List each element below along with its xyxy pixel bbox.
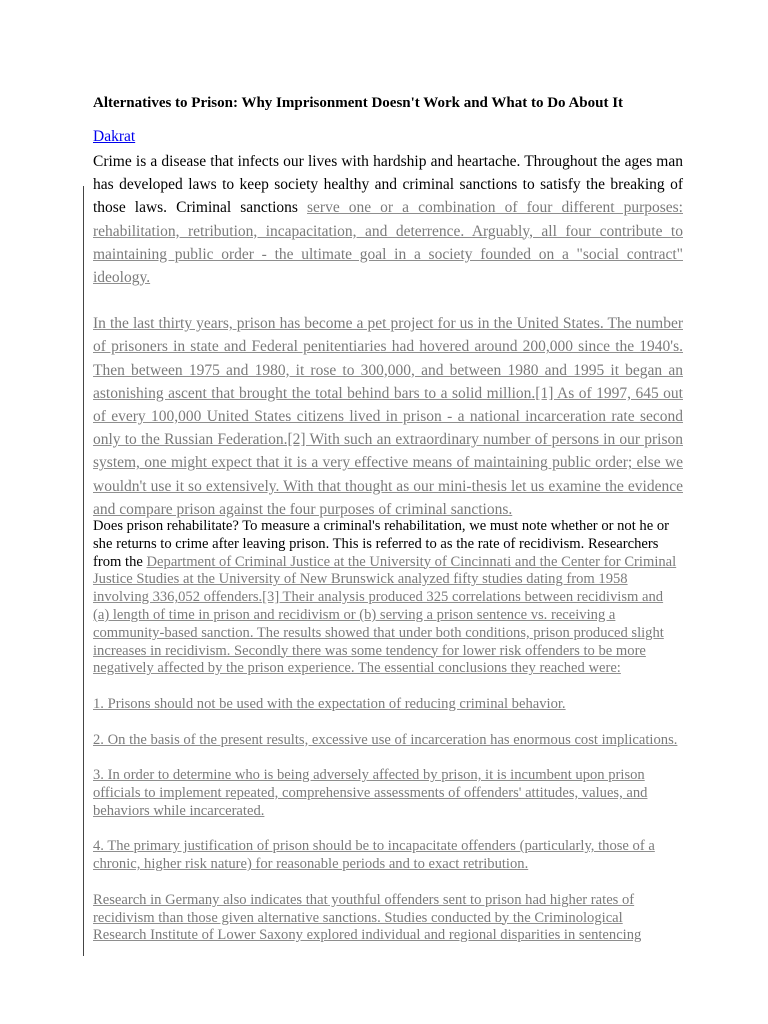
conclusion-item: [93, 767, 679, 820]
author-link[interactable]: Dakrat: [93, 128, 136, 145]
rehab-text: Does prison rehabilitate? To measure a criminal's rehabilitation, we must note whether or not he or she returns to crime after leaving prison. This is referred to as the rate of recidivism. Researchers from the: [93, 518, 669, 570]
conclusion-3-text[interactable]: 3. In order to determine who is being adversely affected by prison, it is incumbent upon prison officials to implement repeated, comprehensive assessments of offenders' attitudes, values, and behaviors while incarcerated.: [93, 767, 648, 819]
rehab-paragraph: [93, 518, 679, 678]
opening-section: [93, 150, 683, 521]
history-paragraph: [93, 312, 683, 521]
intro-linked-text[interactable]: serve one or a combination of four different purposes: rehabilitation, retribution, incapacitation, and deterrence. Arguably, all four contribute to maintaining public order - the ultimate goal in a society founded on a "social contract" ideology.: [93, 199, 683, 287]
history-linked-text[interactable]: In the last thirty years, prison has become a pet project for us in the United States. The number of prisoners in state and Federal penitentiaries had hovered around 200,000 since the 1940's. Then between 1975 and 1980, it rose to 300,000, and between 1980 and 1995 it began an astonishing ascent that brought the total behind bars to a solid million.[1] As of 1997, 645 out of every 100,000 United States citizens lived in prison - a national incarceration rate second only to the Russian Federation.[2] With such an extraordinary number of persons in our prison system, one might expect that it is a very effective means of maintaining public order; else we wouldn't use it so extensively. With that thought as our mini-thesis let us examine the evidence and compare prison against the four purposes of criminal sanctions.: [93, 315, 683, 518]
germany-paragraph: [93, 892, 679, 945]
intro-text: Crime is a disease that infects our lives with hardship and heartache. Throughout the ages man has developed laws to keep society healthy and criminal sanctions to satisfy the breaking of those laws. Criminal sanctions: [93, 153, 683, 217]
document-title: Alternatives to Prison: Why Imprisonment Doesn't Work and What to Do About It: [93, 95, 624, 111]
rehabilitation-section: [93, 518, 679, 945]
conclusion-item: [93, 838, 679, 874]
germany-linked-text[interactable]: Research in Germany also indicates that youthful offenders sent to prison had higher rates of recidivism than those given alternative sanctions. Studies conducted by the Criminological Research Institute of Lower Saxony explored individual and regional disparities in sentencing: [93, 891, 642, 944]
conclusion-2-text[interactable]: 2. On the basis of the present results, excessive use of incarceration has enormous cost implications.: [93, 731, 678, 748]
intro-paragraph: [93, 150, 683, 289]
conclusion-4-text[interactable]: 4. The primary justification of prison should be to incapacitate offenders (particularly, those of a chronic, higher risk nature) for reasonable periods and to exact retribution.: [93, 838, 655, 873]
rehab-linked-text[interactable]: Department of Criminal Justice at the University of Cincinnati and the Center for Criminal Justice Studies at the University of New Brunswick analyzed fifty studies dating from 1958 involving 336,052 offenders.[3] Their analysis produced 325 correlations between recidivism and (a) length of time in prison and recidivism or (b) serving a prison sentence vs. receiving a community-based sanction. The results showed that under both conditions, prison produced slight increases in recidivism. Secondly there was some tendency for lower risk offenders to be more negatively affected by the prison experience. The essential conclusions they reached were:: [93, 553, 677, 677]
conclusion-1-text[interactable]: 1. Prisons should not be used with the expectation of reducing criminal behavior.: [93, 695, 566, 712]
conclusion-item: [93, 732, 679, 750]
conclusion-item: [93, 696, 679, 714]
margin-rule: [83, 186, 84, 956]
